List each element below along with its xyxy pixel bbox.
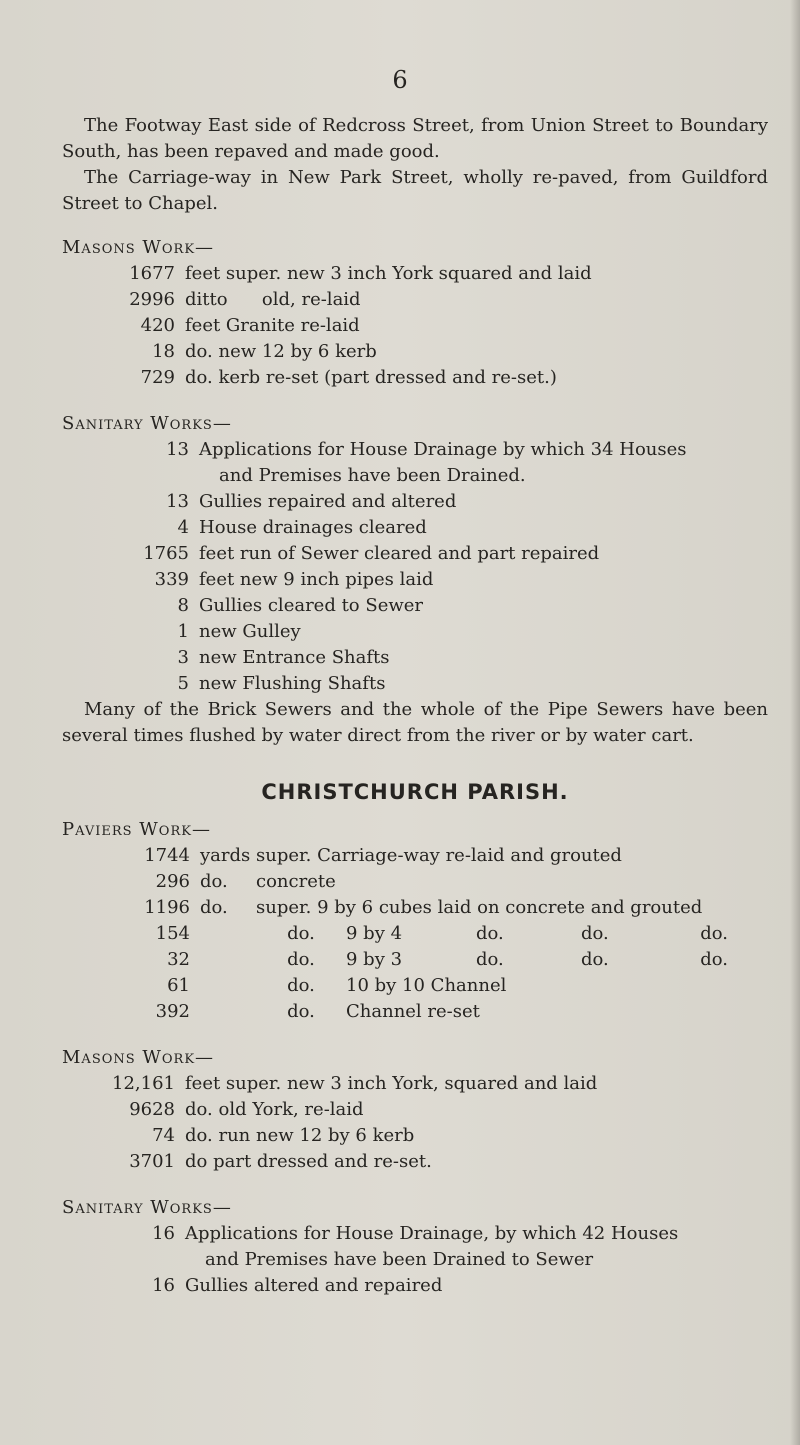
- table-row: 32 do. 9 by 3 do. do. do.: [167, 949, 728, 970]
- paviers-work-heading: Paviers Work—: [62, 819, 211, 840]
- list-item: 1765 feet run of Sewer cleared and part repaired: [143, 543, 600, 564]
- sanitary-works-heading: Sanitary Works—: [62, 413, 232, 434]
- table-row: 1744 yards super. Carriage-way re-laid and grouted: [144, 845, 622, 866]
- table-row: 392 do. Channel re-set: [155, 1001, 480, 1022]
- masons-work-list: [62, 261, 768, 391]
- intro-paragraph-2: The Carriage-way in New Park Street, wholly re-paved, from Guildford Street to Chapel.: [62, 167, 768, 214]
- sanitary-works-list: [62, 437, 768, 697]
- page-number: 6: [392, 66, 408, 94]
- list-item: 420 feet Granite re-laid: [140, 315, 360, 336]
- list-item: 339 feet new 9 inch pipes laid: [154, 569, 434, 590]
- list-item: 3701 do part dressed and re-set.: [129, 1151, 432, 1172]
- table-row: 61 do. 10 by 10 Channel: [167, 975, 507, 996]
- list-item: 729 do. kerb re-set (part dressed and re-set.): [140, 367, 557, 388]
- list-item: 12,161 feet super. new 3 inch York, squared and laid: [112, 1073, 598, 1094]
- paviers-work-list: [62, 843, 768, 1025]
- list-item: 3 new Entrance Shafts: [177, 647, 390, 668]
- parish-title: CHRISTCHURCH PARISH.: [261, 780, 569, 804]
- table-row: 154 do. 9 by 4 do. do. do.: [155, 923, 728, 944]
- masons-work-list-2: [62, 1071, 768, 1175]
- list-item: 16 Gullies altered and repaired: [152, 1275, 443, 1296]
- masons-work-heading-2: Masons Work—: [62, 1047, 215, 1068]
- masons-work-heading: Masons Work—: [62, 237, 215, 258]
- table-row: 1196 do. super. 9 by 6 cubes laid on concrete and grouted: [144, 897, 703, 918]
- list-item: 2996 ditto old, re-laid: [129, 289, 361, 310]
- list-item: 5 new Flushing Shafts: [177, 673, 386, 694]
- list-item: 18 do. new 12 by 6 kerb: [152, 341, 377, 362]
- list-item: 1677 feet super. new 3 inch York squared and laid: [129, 263, 592, 284]
- closing-paragraph: Many of the Brick Sewers and the whole of the Pipe Sewers have been several times flushed by water direct from the river or by water cart.: [62, 699, 768, 746]
- list-item: 1 new Gulley: [177, 621, 301, 642]
- list-item: 74 do. run new 12 by 6 kerb: [152, 1125, 415, 1146]
- list-item: 9628 do. old York, re-laid: [129, 1099, 364, 1120]
- list-item: 4 House drainages cleared: [177, 517, 427, 538]
- page-edge-shadow: [790, 0, 800, 1445]
- page-body: [62, 113, 768, 1299]
- table-row: 296 do. concrete: [155, 871, 336, 892]
- list-item: 8 Gullies cleared to Sewer: [177, 595, 424, 616]
- intro-paragraph-1: The Footway East side of Redcross Street, from Union Street to Boundary South, has been repaved and made good.: [62, 115, 768, 162]
- list-item: 13 Applications for House Drainage by which 34 Houses and Premises have been Drained.: [166, 439, 687, 486]
- list-item: 13 Gullies repaired and altered: [166, 491, 457, 512]
- sanitary-works-heading-2: Sanitary Works—: [62, 1197, 232, 1218]
- sanitary-works-list-2: [62, 1221, 768, 1299]
- list-item: 16 Applications for House Drainage, by which 42 Houses and Premises have been Drained to Sewer: [152, 1223, 679, 1270]
